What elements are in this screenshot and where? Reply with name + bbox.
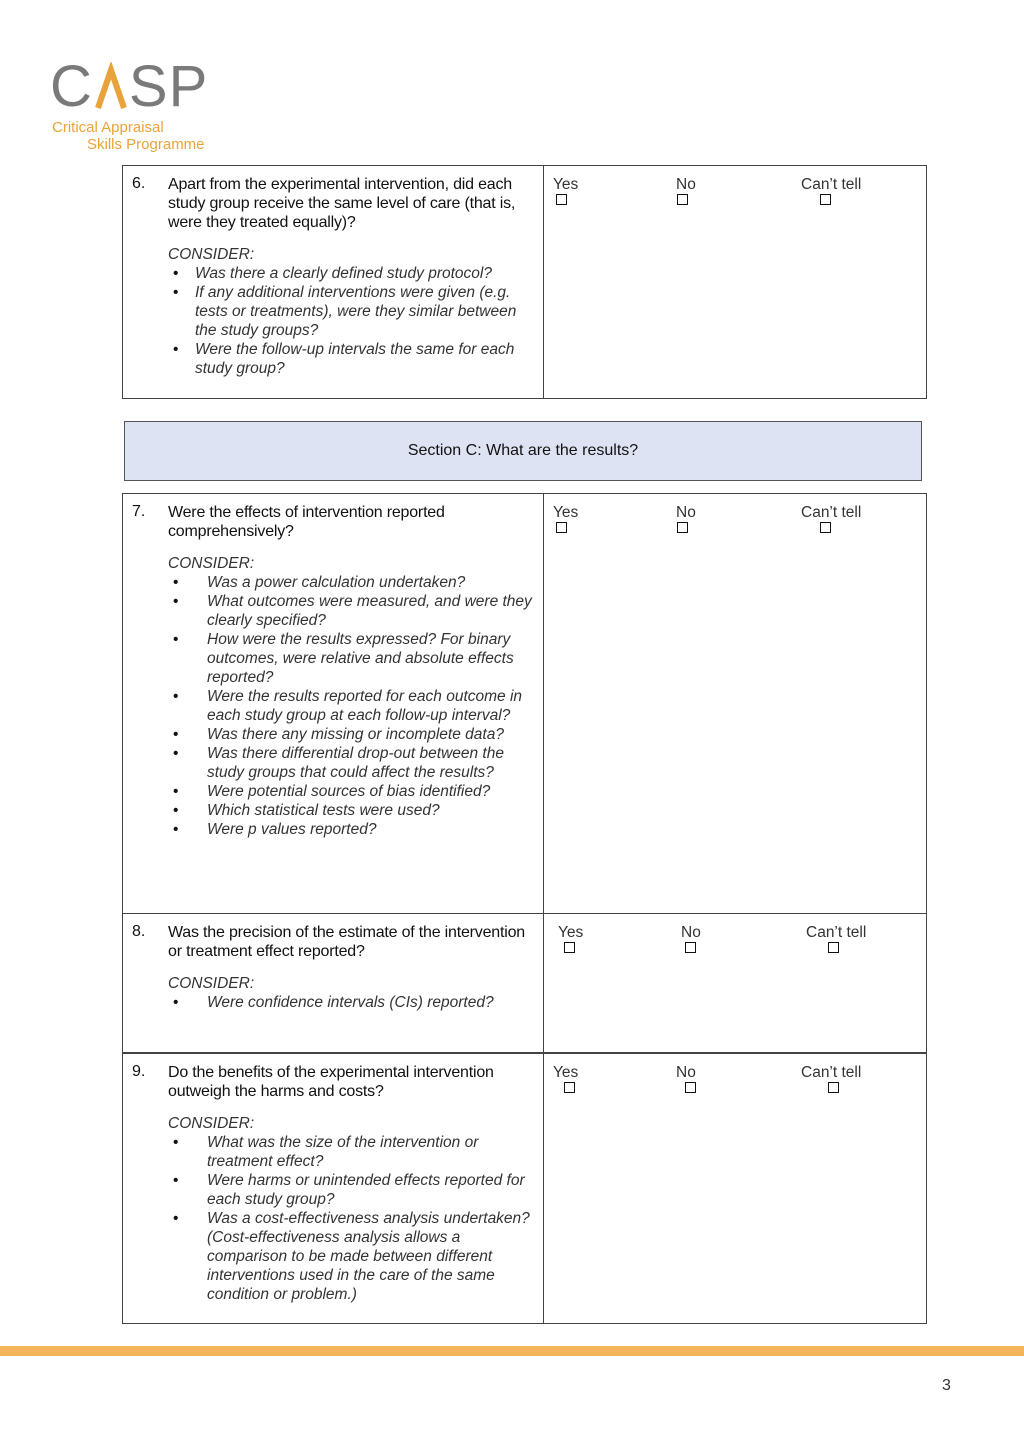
list-item: • Were harms or unintended effects reported for each study group? [173,1172,525,1208]
section-c-header: Section C: What are the results? [124,421,922,481]
page-number: 3 [942,1377,951,1394]
answer-no-label: No [676,1064,696,1081]
no-checkbox[interactable] [677,194,688,205]
logo-chevron-icon [94,62,128,112]
no-checkbox[interactable] [685,942,696,953]
list-item: • Were potential sources of bias identified? [173,783,491,800]
list-item: • Were the results reported for each outcome in each study group at each follow-up interval? [173,688,523,724]
logo-wordmark [50,54,209,119]
consider-list [168,1133,538,1304]
column-divider [543,494,544,913]
list-item: • If any additional interventions were given (e.g. tests or treatments), were they similar between the study groups? [173,284,517,339]
question-number: 6. [132,175,146,192]
question-number: 7. [132,503,146,520]
answer-yes-label: Yes [553,504,579,521]
question-8-row [122,914,927,1053]
consider-label: CONSIDER: [168,1115,255,1132]
consider-label: CONSIDER: [168,555,255,572]
question-number: 8. [132,923,146,940]
answer-options [543,1054,926,1104]
question-6-row [122,165,927,399]
list-item: • Were p values reported? [173,821,377,838]
answer-yes-label: Yes [558,924,584,941]
question-9-row [122,1053,927,1324]
casp-logo [50,54,220,153]
cant-tell-checkbox[interactable] [828,942,839,953]
cant-tell-checkbox[interactable] [828,1082,839,1093]
list-item: • Were the follow-up intervals the same for each study group? [173,341,515,377]
answer-cant-tell-label: Can’t tell [801,504,862,521]
question-text: Was the precision of the estimate of the intervention or treatment effect reported? [168,924,526,960]
question-text: Were the effects of intervention reported comprehensively? [168,504,445,540]
list-item: • What outcomes were measured, and were they clearly specified? [173,593,532,629]
list-item: • What was the size of the intervention or treatment effect? [173,1134,479,1170]
answer-options [543,494,926,544]
no-checkbox[interactable] [685,1082,696,1093]
no-checkbox[interactable] [677,522,688,533]
answer-cant-tell-label: Can’t tell [806,924,867,941]
yes-checkbox[interactable] [556,194,567,205]
consider-list [168,573,538,839]
footer-band [0,1346,1024,1356]
consider-list [168,993,538,1012]
answer-no-label: No [676,176,696,193]
question-number: 9. [132,1063,146,1080]
list-item: • Was there any missing or incomplete data? [173,726,504,743]
consider-label: CONSIDER: [168,975,255,992]
cant-tell-checkbox[interactable] [820,194,831,205]
list-item: • Was a power calculation undertaken? [173,574,466,591]
question-7-row [122,493,927,914]
answer-options [543,914,926,964]
answer-options [543,166,926,216]
consider-label: CONSIDER: [168,246,255,263]
question-text: Apart from the experimental intervention, did each study group receive the same level of care (that is, were they treated equally)? [168,176,516,231]
list-item: • Were confidence intervals (CIs) reported? [173,994,494,1011]
answer-cant-tell-label: Can’t tell [801,176,862,193]
list-item: • Was a cost-effectiveness analysis undertaken? (Cost-effectiveness analysis allows a comparison to be made between different interventions used in the care of the same condition or problem.) [173,1210,530,1303]
consider-list [168,264,538,378]
list-item: • Was there differential drop-out between the study groups that could affect the results? [173,745,504,781]
logo-letter-c: C [50,54,93,119]
yes-checkbox[interactable] [564,1082,575,1093]
logo-letters-sp: SP [128,54,209,119]
question-text: Do the benefits of the experimental intervention outweigh the harms and costs? [168,1064,494,1100]
cant-tell-checkbox[interactable] [820,522,831,533]
logo-subtitle-line2: Skills Programme [87,136,205,153]
yes-checkbox[interactable] [564,942,575,953]
list-item: • Was there a clearly defined study protocol? [173,265,492,282]
answer-no-label: No [676,504,696,521]
list-item: • Which statistical tests were used? [173,802,440,819]
answer-yes-label: Yes [553,1064,579,1081]
answer-no-label: No [681,924,701,941]
answer-cant-tell-label: Can’t tell [801,1064,862,1081]
answer-yes-label: Yes [553,176,579,193]
list-item: • How were the results expressed? For binary outcomes, were relative and absolute effects reported? [173,631,514,686]
yes-checkbox[interactable] [556,522,567,533]
logo-subtitle-line1: Critical Appraisal [52,119,164,136]
